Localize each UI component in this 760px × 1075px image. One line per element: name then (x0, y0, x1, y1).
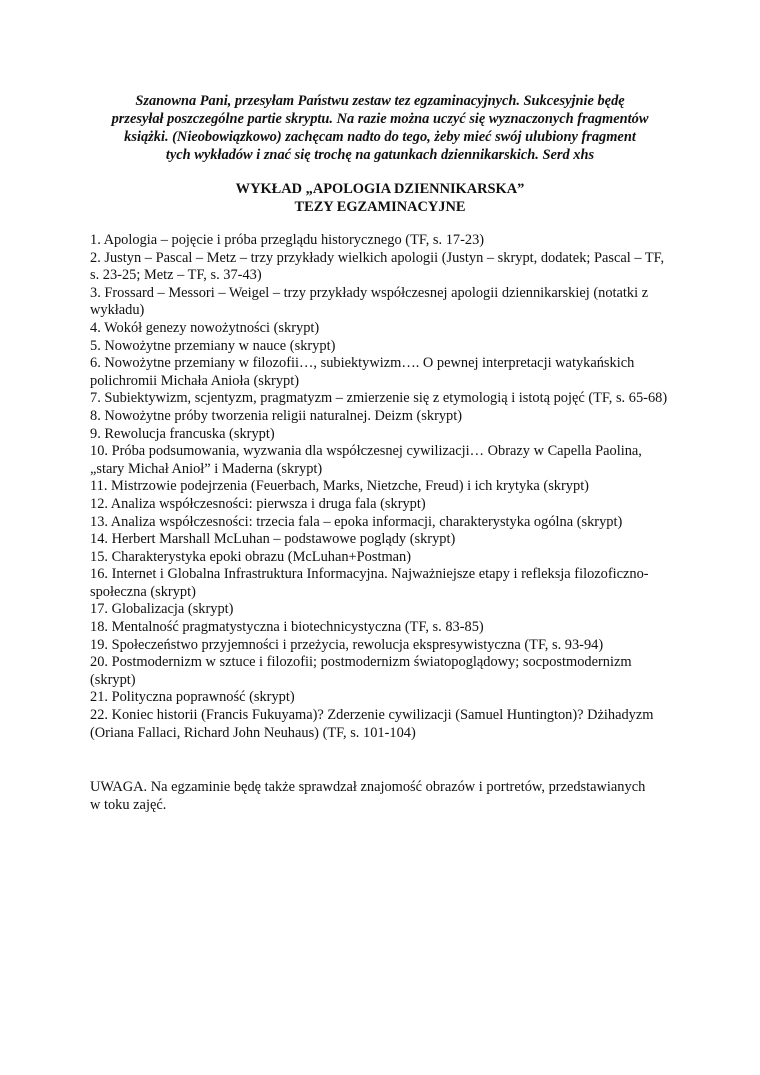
thesis-item: 4. Wokół genezy nowożytności (skrypt) (90, 319, 320, 336)
intro-line: Szanowna Pani, przesyłam Państwu zestaw tez egzaminacyjnych. Sukcesyjnie będę (135, 93, 625, 109)
thesis-item: 15. Charakterystyka epoki obrazu (McLuhan+Postman) (90, 548, 412, 565)
lecture-title: WYKŁAD „APOLOGIA DZIENNIKARSKA” (235, 181, 525, 197)
thesis-item: 6. Nowożytne przemiany w filozofii…, subiektywizm…. O pewnej interpretacji watykańskich polichromii Michała Anioła (skrypt) (90, 355, 635, 389)
thesis-item: 11. Mistrzowie podejrzenia (Feuerbach, Marks, Nietzche, Freud) i ich krytyka (skrypt) (90, 478, 589, 495)
thesis-item: 8. Nowożytne próby tworzenia religii naturalnej. Deizm (skrypt) (90, 407, 463, 424)
thesis-item: 20. Postmodernizm w sztuce i filozofii; postmodernizm światopoglądowy; socpostmodernizm (skrypt) (90, 654, 632, 688)
thesis-item: 16. Internet i Globalna Infrastruktura Informacyjna. Najważniejsze etapy i refleksja filozoficzno-społeczna (skrypt) (90, 566, 649, 600)
intro-line: tych wykładów i znać się trochę na gatunkach dziennikarskich. Serd xhs (165, 147, 595, 163)
intro-paragraph (96, 92, 664, 164)
thesis-item: 7. Subiektywizm, scjentyzm, pragmatyzm – zmierzenie się z etymologią i istotą pojęć (TF, s. 65-68) (90, 390, 668, 407)
thesis-item: 10. Próba podsumowania, wyzwania dla współczesnej cywilizacji… Obrazy w Capella Paolina, „stary Michał Anioł” i Maderna (skrypt) (90, 443, 642, 477)
thesis-item: 9. Rewolucja francuska (skrypt) (90, 425, 275, 442)
thesis-item: 1. Apologia – pojęcie i próba przeglądu historycznego (TF, s. 17-23) (90, 232, 485, 248)
thesis-item: 5. Nowożytne przemiany w nauce (skrypt) (90, 337, 336, 354)
lecture-heading (90, 180, 670, 216)
thesis-item: 2. Justyn – Pascal – Metz – trzy przykłady wielkich apologii (Justyn – skrypt, dodatek; Pascal – TF, s. 23-25; Metz – TF, s. 37-43) (90, 249, 665, 284)
thesis-item: 12. Analiza współczesności: pierwsza i druga fala (skrypt) (90, 495, 426, 512)
thesis-item: 17. Globalizacja (skrypt) (90, 601, 234, 618)
intro-line: przesyłał poszczególne partie skryptu. Na razie można uczyć się wyznaczonych fragmentów (111, 111, 649, 127)
thesis-item: 22. Koniec historii (Francis Fukuyama)? Zderzenie cywilizacji (Samuel Huntington)? Dżihadyzm (Oriana Fallaci, Richard John Neuhaus) (TF, s. 101-104) (90, 707, 654, 741)
thesis-item: 13. Analiza współczesności: trzecia fala – epoka informacji, charakterystyka ogólna (skrypt) (90, 513, 623, 530)
exam-note: UWAGA. Na egzaminie będę także sprawdzał znajomość obrazów i portretów, przedstawianych w toku zajęć. (90, 779, 646, 813)
thesis-item: 3. Frossard – Messori – Weigel – trzy przykłady współczesnej apologii dziennikarskiej (notatki z wykładu) (90, 284, 649, 319)
thesis-item: 19. Społeczeństwo przyjemności i przeżycia, rewolucja ekspresywistyczna (TF, s. 93-94) (90, 636, 604, 653)
lecture-subtitle: TEZY EGZAMINACYJNE (294, 199, 466, 215)
thesis-item: 14. Herbert Marshall McLuhan – podstawowe poglądy (skrypt) (90, 531, 456, 548)
thesis-item: 18. Mentalność pragmatystyczna i biotechnicystyczna (TF, s. 83-85) (90, 619, 484, 636)
theses-list (90, 232, 672, 742)
intro-line: książki. (Nieobowiązkowo) zachęcam nadto do tego, żeby mieć swój ulubiony fragment (124, 129, 636, 145)
thesis-item: 21. Polityczna poprawność (skrypt) (90, 689, 295, 706)
